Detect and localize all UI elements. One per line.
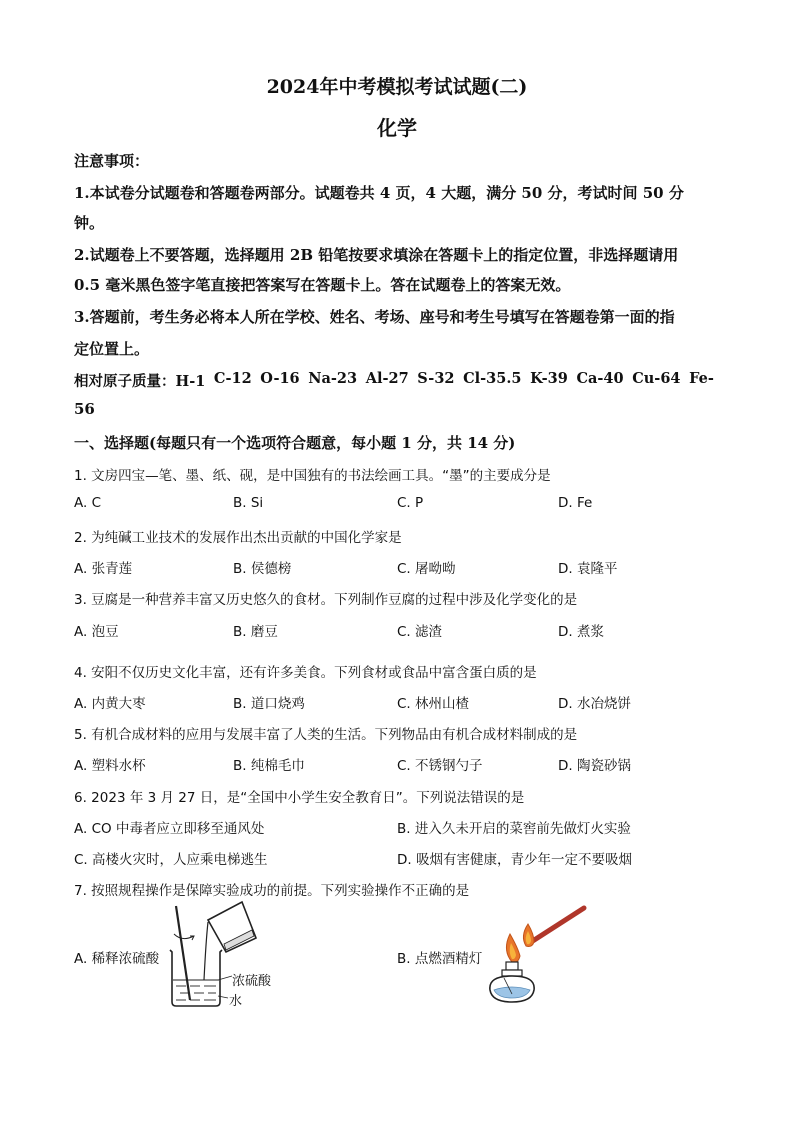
question-5-stem: 5. 有机合成材料的应用与发展丰富了人类的生活。下列物品由有机合成材料制成的是 — [74, 727, 578, 743]
light-alcohol-lamp-figure — [482, 898, 592, 1010]
question-4-option-b[interactable]: B. 道口烧鸡 — [233, 696, 305, 712]
question-6-option-c[interactable]: C. 高楼火灾时，人应乘电梯逃生 — [74, 852, 268, 868]
note-2-line-1: 2.试题卷上不要答题，选择题用 2B 铅笔按要求填涂在答题卡上的指定位置，非选择题请用 — [74, 246, 679, 264]
question-3-stem: 3. 豆腐是一种营养丰富又历史悠久的食材。下列制作豆腐的过程中涉及化学变化的是 — [74, 592, 578, 608]
question-2-option-d[interactable]: D. 袁隆平 — [558, 561, 618, 577]
question-1-option-d[interactable]: D. Fe — [558, 495, 593, 511]
atomic-mass-item: Fe- — [689, 370, 714, 387]
fig-a-label-water: 水 — [229, 994, 243, 1009]
notes-heading: 注意事项： — [74, 152, 150, 170]
question-6-option-a[interactable]: A. CO 中毒者应立即移至通风处 — [74, 821, 265, 837]
atomic-mass-item: K-39 — [530, 370, 568, 387]
atomic-mass-item: C-12 — [213, 370, 252, 387]
note-1-line-2: 钟。 — [74, 214, 105, 232]
question-7-stem: 7. 按照规程操作是保障实验成功的前提。下列实验操作不正确的是 — [74, 883, 470, 899]
dilute-acid-figure — [160, 900, 290, 1015]
question-2-stem: 2. 为纯碱工业技术的发展作出杰出贡献的中国化学家是 — [74, 530, 402, 546]
question-6-option-d[interactable]: D. 吸烟有害健康，青少年一定不要吸烟 — [397, 852, 632, 868]
atomic-masses — [74, 370, 714, 391]
atomic-mass-item: Al-27 — [365, 370, 409, 387]
question-4-stem: 4. 安阳不仅历史文化丰富，还有许多美食。下列食材或食品中富含蛋白质的是 — [74, 665, 537, 681]
note-3-line-2: 定位置上。 — [74, 340, 150, 358]
question-4-option-c[interactable]: C. 林州山楂 — [397, 696, 470, 712]
question-7-option-a[interactable]: A. 稀释浓硫酸 — [74, 951, 160, 967]
question-3-option-a[interactable]: A. 泡豆 — [74, 624, 119, 640]
question-4-option-a[interactable]: A. 内黄大枣 — [74, 696, 146, 712]
atomic-mass-item: Cu-64 — [632, 370, 681, 387]
exam-title: 2024年中考模拟考试试题(二) — [266, 76, 528, 98]
atomic-mass-item: Na-23 — [308, 370, 358, 387]
question-2-option-a[interactable]: A. 张青莲 — [74, 561, 133, 577]
subject-title: 化学 — [377, 116, 417, 140]
question-5-option-b[interactable]: B. 纯棉毛巾 — [233, 758, 305, 774]
question-3-option-b[interactable]: B. 磨豆 — [233, 624, 278, 640]
question-4-option-d[interactable]: D. 水冶烧饼 — [558, 696, 631, 712]
atomic-mass-item: Cl-35.5 — [463, 370, 522, 387]
note-3-line-1: 3.答题前，考生务必将本人所在学校、姓名、考场、座号和考生号填写在答题卷第一面的指 — [74, 308, 675, 326]
question-2-option-c[interactable]: C. 屠呦呦 — [397, 561, 456, 577]
note-1-line-1: 1.本试卷分试题卷和答题卷两部分。试题卷共 4 页，4 大题，满分 50 分，考试时间 50 分 — [74, 184, 684, 202]
question-5-option-d[interactable]: D. 陶瓷砂锅 — [558, 758, 631, 774]
question-1-option-c[interactable]: C. P — [397, 495, 424, 511]
question-5-option-c[interactable]: C. 不锈钢勺子 — [397, 758, 483, 774]
question-6-stem: 6. 2023 年 3 月 27 日，是“全国中小学生安全教育日”。下列说法错误的是 — [74, 790, 525, 806]
question-6-option-b[interactable]: B. 进入久未开启的菜窖前先做灯火实验 — [397, 821, 631, 837]
question-1-stem: 1. 文房四宝—笔、墨、纸、砚，是中国独有的书法绘画工具。“墨”的主要成分是 — [74, 468, 551, 484]
question-1-option-b[interactable]: B. Si — [233, 495, 264, 511]
question-3-option-d[interactable]: D. 煮浆 — [558, 624, 604, 640]
question-7-option-b[interactable]: B. 点燃酒精灯 — [397, 951, 483, 967]
question-3-option-c[interactable]: C. 滤渣 — [397, 624, 443, 640]
note-2-line-2: 0.5 毫米黑色签字笔直接把答案写在答题卡上。答在试题卷上的答案无效。 — [74, 276, 571, 294]
fig-a-label-acid: 浓硫酸 — [232, 974, 272, 989]
atomic-masses-wrap: 56 — [74, 400, 95, 418]
atomic-mass-item: O-16 — [260, 370, 300, 387]
atomic-mass-item: Ca-40 — [576, 370, 624, 387]
section-heading: 一、选择题(每题只有一个选项符合题意，每小题 1 分，共 14 分) — [74, 434, 516, 452]
atomic-mass-item: S-32 — [417, 370, 455, 387]
question-2-option-b[interactable]: B. 侯德榜 — [233, 561, 292, 577]
atomic-masses-label: 相对原子质量：H-1 — [74, 373, 206, 390]
question-5-option-a[interactable]: A. 塑料水杯 — [74, 758, 146, 774]
question-1-option-a[interactable]: A. C — [74, 495, 102, 511]
